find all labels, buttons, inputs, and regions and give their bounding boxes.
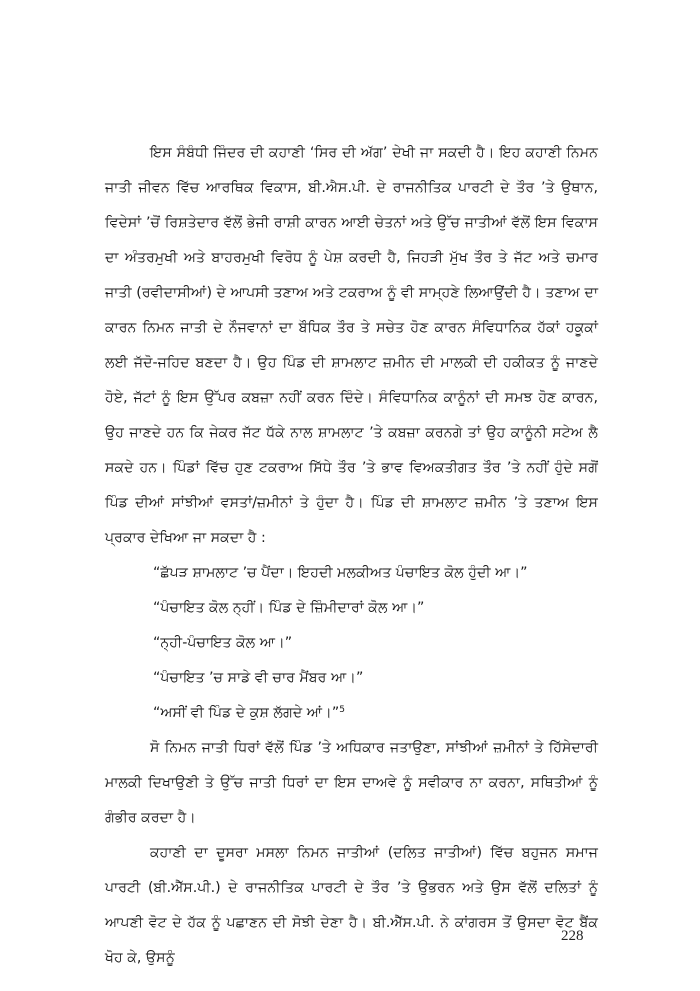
paragraph-conclusion: ਸੋ ਨਿਮਨ ਜਾਤੀ ਧਿਰਾਂ ਵੱਲੋਂ ਪਿੰਡ ’ਤੇ ਅਧਿਕਾਰ ਜਤਾਉਣਾ, ਸਾਂਝੀਆਂ ਜ਼ਮੀਨਾਂ ਤੇ ਹਿੱਸੇਦਾਰੀ ਮਾਲਕੀ ਦਿਖਾਉਣੀ ਤੇ ਉੱਚ ਜਾਤੀ ਧਿਰਾਂ ਦਾ ਇਸ ਦਾਅਵੇ ਨੂੰ ਸਵੀਕਾਰ ਨਾ ਕਰਨਾ, ਸਥਿਤੀਆਂ ਨੂੰ ਗੰਭੀਰ ਕਰਦਾ ਹੈ। bbox=[105, 740, 598, 826]
quote-line: “ਪੰਚਾਇਤ ਕੋਲ ਨ੍ਹੀਂ। ਪਿੰਡ ਦੇ ਜ਼ਿੰਮੀਦਾਰਾਂ ਕੋਲ ਆ।” bbox=[153, 600, 425, 616]
page-number: 228 bbox=[561, 928, 584, 944]
quote-text: “ਅਸੀਂ ਵੀ ਪਿੰਡ ਦੇ ਕੁਸ਼ ਲੱਗਦੇ ਆਂ।” bbox=[153, 705, 340, 721]
paragraph-bsp: ਕਹਾਣੀ ਦਾ ਦੂਸਰਾ ਮਸਲਾ ਨਿਮਨ ਜਾਤੀਆਂ (ਦਲਿਤ ਜਾਤੀਆਂ) ਵਿੱਚ ਬਹੁਜਨ ਸਮਾਜ ਪਾਰਟੀ (ਬੀ.ਐੱਸ.ਪੀ.) ਦੇ ਰਾਜਨੀਤਿਕ ਪਾਰਟੀ ਦੇ ਤੌਰ ’ਤੇ ਉਭਰਨ ਅਤੇ ਉਸ ਵੱਲੋਂ ਦਲਿਤਾਂ ਨੂੰ ਆਪਣੀ ਵੋਟ ਦੇ ਹੱਕ ਨੂੰ ਪਛਾਣਨ ਦੀ ਸੋਝੀ ਦੇਣਾ ਹੈ। ਬੀ.ਐੱਸ.ਪੀ. ਨੇ ਕਾਂਗਰਸ ਤੋਂ ਉਸਦਾ ਵੋਟ ਬੈਂਕ ਖੋਹ ਕੇ, ਉਸਨੂੰ bbox=[105, 845, 598, 966]
footnote-marker: 5 bbox=[339, 705, 345, 715]
document-page bbox=[105, 136, 598, 976]
quote-line-with-footnote bbox=[105, 696, 598, 731]
dialogue-quotes bbox=[105, 556, 598, 731]
paragraph-intro: ਇਸ ਸੰਬੰਧੀ ਜਿੰਦਰ ਦੀ ਕਹਾਣੀ ‘ਸਿਰ ਦੀ ਅੱਗ’ ਦੇਖੀ ਜਾ ਸਕਦੀ ਹੈ। ਇਹ ਕਹਾਣੀ ਨਿਮਨ ਜਾਤੀ ਜੀਵਨ ਵਿੱਚ ਆਰਥਿਕ ਵਿਕਾਸ, ਬੀ.ਐਸ.ਪੀ. ਦੇ ਰਾਜਨੀਤਿਕ ਪਾਰਟੀ ਦੇ ਤੌਰ ’ਤੇ ਉਥਾਨ, ਵਿਦੇਸਾਂ ’ਚੋਂ ਰਿਸ਼ਤੇਦਾਰ ਵੱਲੋਂ ਭੇਜੀ ਰਾਸ਼ੀ ਕਾਰਨ ਆਈ ਚੇਤਨਾਂ ਅਤੇ ਉੱਚ ਜਾਤੀਆਂ ਵੱਲੋਂ ਇਸ ਵਿਕਾਸ ਦਾ ਅੰਤਰਮੁਖੀ ਅਤੇ ਬਾਹਰਮੁਖੀ ਵਿਰੋਧ ਨੂੰ ਪੇਸ਼ ਕਰਦੀ ਹੈ, ਜਿਹੜੀ ਮੁੱਖ ਤੌਰ ਤੇ ਜੱਟ ਅਤੇ ਚਮਾਰ ਜਾਤੀ (ਰਵੀਦਾਸੀਆਂ) ਦੇ ਆਪਸੀ ਤਣਾਅ ਅਤੇ ਟਕਰਾਅ ਨੂੰ ਵੀ ਸਾਮ੍ਹਣੇ ਲਿਆਉਂਦੀ ਹੈ। ਤਣਾਅ ਦਾ ਕਾਰਨ ਨਿਮਨ ਜਾਤੀ ਦੇ ਨੌਜਵਾਨਾਂ ਦਾ ਬੌਧਿਕ ਤੌਰ ਤੇ ਸਚੇਤ ਹੋਣ ਕਾਰਨ ਸੰਵਿਧਾਨਿਕ ਹੱਕਾਂ ਹਕੂਕਾਂ ਲਈ ਜੱਦੋ-ਜਹਿਦ ਬਣਦਾ ਹੈ। ਉਹ ਪਿੰਡ ਦੀ ਸ਼ਾਮਲਾਟ ਜ਼ਮੀਨ ਦੀ ਮਾਲਕੀ ਦੀ ਹਕੀਕਤ ਨੂੰ ਜਾਣਦੇ ਹੋਏ, ਜੱਟਾਂ ਨੂੰ ਇਸ ਉੱਪਰ ਕਬਜ਼ਾ ਨਹੀਂ ਕਰਨ ਦਿੰਦੇ। ਸੰਵਿਧਾਨਿਕ ਕਾਨੂੰਨਾਂ ਦੀ ਸਮਝ ਹੋਣ ਕਾਰਨ, ਉਹ ਜਾਣਦੇ ਹਨ ਕਿ ਜੇਕਰ ਜੱਟ ਧੱਕੇ ਨਾਲ ਸ਼ਾਮਲਾਟ ’ਤੇ ਕਬਜ਼ਾ ਕਰਨਗੇ ਤਾਂ ਉਹ ਕਾਨੂੰਨੀ ਸਟੇਅ ਲੈ ਸਕਦੇ ਹਨ। ਪਿੰਡਾਂ ਵਿੱਚ ਹੁਣ ਟਕਰਾਅ ਸਿੱਧੇ ਤੌਰ ’ਤੇ ਭਾਵ ਵਿਅਕਤੀਗਤ ਤੌਰ ’ਤੇ ਨਹੀਂ ਹੁੰਦੇ ਸਗੋਂ ਪਿੰਡ ਦੀਆਂ ਸਾਂਝੀਆਂ ਵਸਤਾਂ/ਜ਼ਮੀਨਾਂ ਤੇ ਹੁੰਦਾ ਹੈ। ਪਿੰਡ ਦੀ ਸ਼ਾਮਲਾਟ ਜ਼ਮੀਨ ’ਤੇ ਤਣਾਅ ਇਸ ਪ੍ਰਕਾਰ ਦੇਖਿਆ ਜਾ ਸਕਦਾ ਹੈ : bbox=[105, 145, 598, 546]
quote-line: “ਪੰਚਾਇਤ ’ਚ ਸਾਡੇ ਵੀ ਚਾਰ ਮੈਂਬਰ ਆ।” bbox=[153, 670, 364, 686]
quote-line: “ਨ੍ਹੀ-ਪੰਚਾਇਤ ਕੋਲ ਆ।” bbox=[153, 635, 293, 651]
quote-line: “ਛੱਪੜ ਸ਼ਾਮਲਾਟ ’ਚ ਪੈਂਦਾ। ਇਹਦੀ ਮਲਕੀਅਤ ਪੰਚਾਇਤ ਕੋਲ ਹੁੰਦੀ ਆ।” bbox=[153, 565, 528, 581]
